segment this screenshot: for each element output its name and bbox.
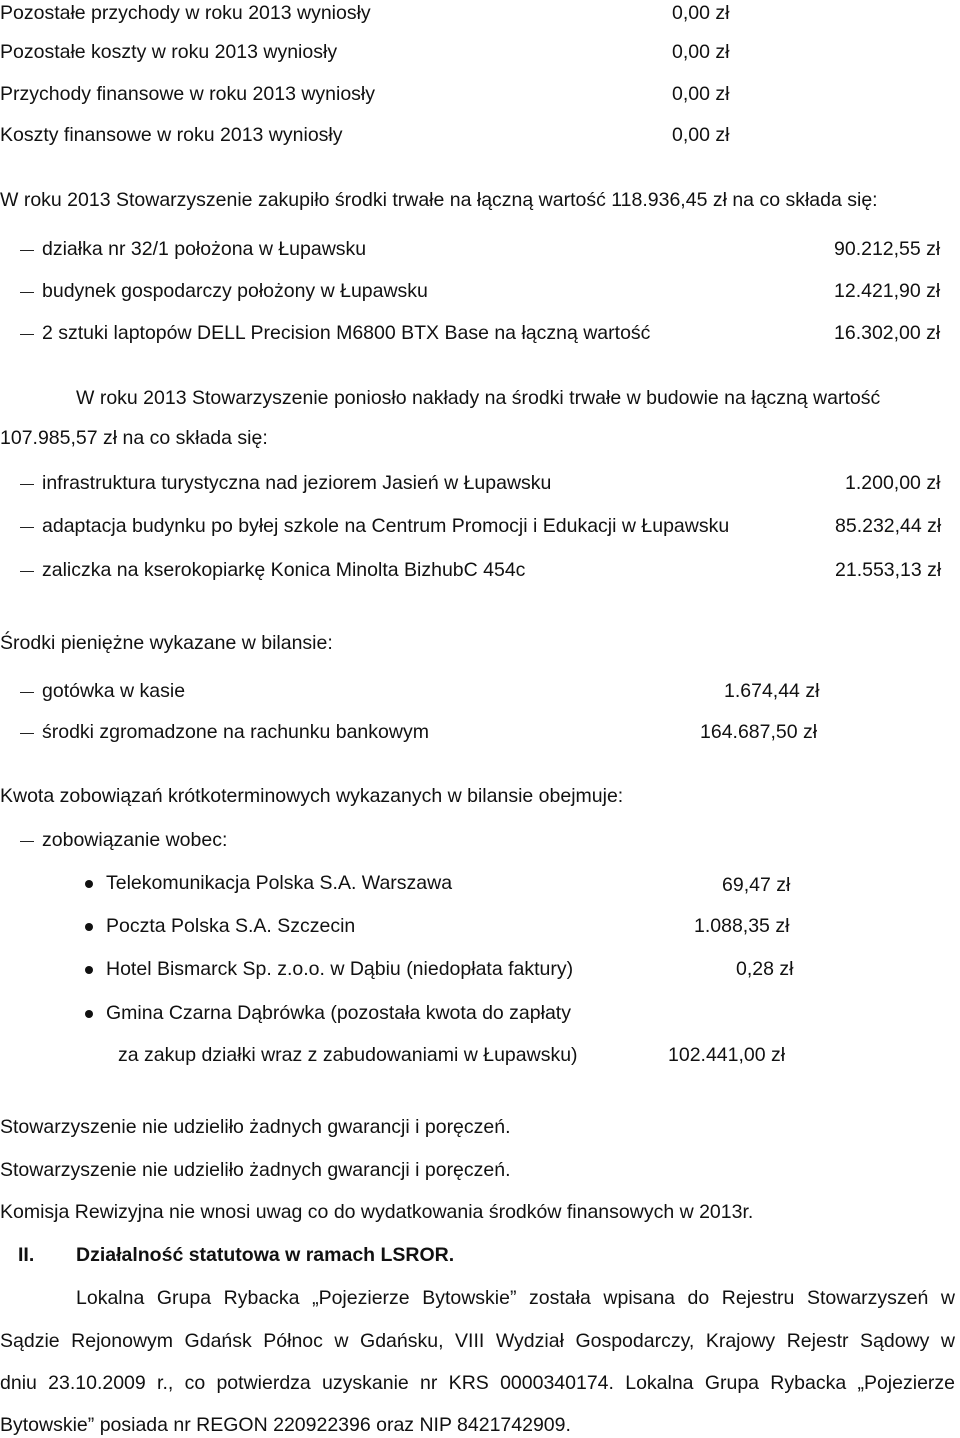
cash-item-label: gotówka w kasie bbox=[42, 680, 186, 702]
liability-item-label: Hotel Bismarck Sp. z.o.o. w Dąbiu (niedopłata faktury) bbox=[106, 958, 574, 980]
summary-label-other-costs: Pozostałe koszty w roku 2013 wyniosły bbox=[0, 41, 338, 63]
construction-item-amount: 21.553,13 zł bbox=[835, 559, 942, 581]
section-paragraph-line: Lokalna Grupa Rybacka „Pojezierze Bytowskie” została wpisana do Rejestru Stowarzyszeń w bbox=[76, 1287, 955, 1309]
liability-item-label: Poczta Polska S.A. Szczecin bbox=[106, 915, 356, 937]
summary-amount-financial-costs: 0,00 zł bbox=[672, 124, 730, 146]
construction-item-label: adaptacja budynku po byłej szkole na Centrum Promocji i Edukacji w Łupawsku bbox=[42, 515, 730, 537]
liabilities-heading: Kwota zobowiązań krótkoterminowych wykazanych w bilansie obejmuje: bbox=[0, 785, 624, 807]
liability-item-amount: 69,47 zł bbox=[722, 874, 791, 896]
bullet-marker bbox=[85, 880, 93, 888]
summary-amount-other-income: 0,00 zł bbox=[672, 2, 730, 24]
note-guarantees: Stowarzyszenie nie udzieliło żadnych gwarancji i poręczeń. bbox=[0, 1116, 511, 1138]
cash-heading: Środki pieniężne wykazane w bilansie: bbox=[0, 632, 333, 654]
fixed-asset-item-label: działka nr 32/1 położona w Łupawsku bbox=[42, 238, 367, 260]
fixed-asset-item-amount: 90.212,55 zł bbox=[834, 238, 941, 260]
cash-item-amount: 1.674,44 zł bbox=[724, 680, 820, 702]
construction-item-label: zaliczka na kserokopiarkę Konica Minolta BizhubC 454c bbox=[42, 559, 526, 581]
construction-item-amount: 85.232,44 zł bbox=[835, 515, 942, 537]
section-title: Działalność statutowa w ramach LSROR. bbox=[76, 1244, 455, 1266]
summary-label-other-income: Pozostałe przychody w roku 2013 wyniosły bbox=[0, 2, 371, 24]
construction-intro-line2: 107.985,57 zł na co składa się: bbox=[0, 427, 268, 449]
liability-item-label-continued: za zakup działki wraz z zabudowaniami w Łupawsku) bbox=[118, 1044, 578, 1066]
construction-item-amount: 1.200,00 zł bbox=[845, 472, 941, 494]
dash-marker bbox=[20, 292, 34, 293]
section-paragraph-line: dniu 23.10.2009 r., co potwierdza uzyskanie nr KRS 0000340174. Lokalna Grupa Rybacka „Pojezierze bbox=[0, 1372, 955, 1394]
section-number: II. bbox=[18, 1244, 35, 1266]
liability-item-label: Telekomunikacja Polska S.A. Warszawa bbox=[106, 872, 453, 894]
fixed-asset-item-label: budynek gospodarczy położony w Łupawsku bbox=[42, 280, 428, 302]
liability-item-amount: 0,28 zł bbox=[736, 958, 794, 980]
construction-intro-line1: W roku 2013 Stowarzyszenie poniosło nakłady na środki trwałe w budowie na łączną wartość bbox=[76, 387, 881, 409]
bullet-marker bbox=[85, 1010, 93, 1018]
section-paragraph-line: Sądzie Rejonowym Gdańsk Północ w Gdańsku, VIII Wydział Gospodarczy, Krajowy Rejestr Sądowy w bbox=[0, 1330, 955, 1352]
liability-item-amount: 102.441,00 zł bbox=[668, 1044, 786, 1066]
bullet-marker bbox=[85, 923, 93, 931]
dash-marker bbox=[20, 733, 34, 734]
liability-item-label: Gmina Czarna Dąbrówka (pozostała kwota do zapłaty bbox=[106, 1002, 571, 1024]
summary-amount-other-costs: 0,00 zł bbox=[672, 41, 730, 63]
construction-item-label: infrastruktura turystyczna nad jeziorem Jasień w Łupawsku bbox=[42, 472, 552, 494]
cash-item-amount: 164.687,50 zł bbox=[700, 721, 818, 743]
dash-marker bbox=[20, 484, 34, 485]
summary-label-financial-income: Przychody finansowe w roku 2013 wyniosły bbox=[0, 83, 376, 105]
cash-item-label: środki zgromadzone na rachunku bankowym bbox=[42, 721, 429, 743]
liability-item-amount: 1.088,35 zł bbox=[694, 915, 790, 937]
note-audit-committee: Komisja Rewizyjna nie wnosi uwag co do wydatkowania środków finansowych w 2013r. bbox=[0, 1201, 754, 1223]
fixed-asset-item-amount: 12.421,90 zł bbox=[834, 280, 941, 302]
summary-amount-financial-income: 0,00 zł bbox=[672, 83, 730, 105]
dash-marker bbox=[20, 250, 34, 251]
dash-marker bbox=[20, 692, 34, 693]
liabilities-sub: zobowiązanie wobec: bbox=[42, 829, 228, 851]
bullet-marker bbox=[85, 966, 93, 974]
fixed-asset-item-label: 2 sztuki laptopów DELL Precision M6800 BTX Base na łączną wartość bbox=[42, 322, 651, 344]
section-paragraph-line: Bytowskie” posiada nr REGON 220922396 oraz NIP 8421742909. bbox=[0, 1414, 571, 1436]
note-guarantees-repeat: Stowarzyszenie nie udzieliło żadnych gwarancji i poręczeń. bbox=[0, 1159, 511, 1181]
dash-marker bbox=[20, 841, 34, 842]
dash-marker bbox=[20, 571, 34, 572]
fixed-assets-intro: W roku 2013 Stowarzyszenie zakupiło środki trwałe na łączną wartość 118.936,45 zł na co składa się: bbox=[0, 189, 878, 211]
dash-marker bbox=[20, 527, 34, 528]
fixed-asset-item-amount: 16.302,00 zł bbox=[834, 322, 941, 344]
dash-marker bbox=[20, 334, 34, 335]
summary-label-financial-costs: Koszty finansowe w roku 2013 wyniosły bbox=[0, 124, 343, 146]
